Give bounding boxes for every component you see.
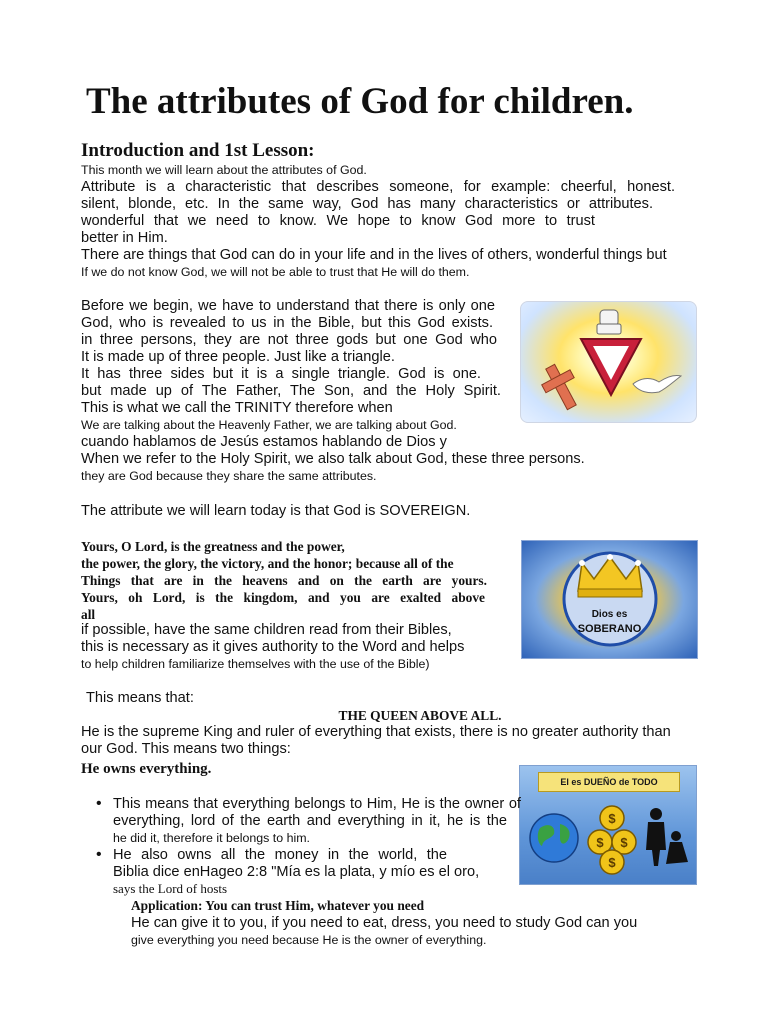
intro-line: There are things that God can do in your life and in the lives of others, wonderful things but	[81, 247, 667, 263]
svg-text:$: $	[608, 811, 616, 826]
trinity-image	[520, 301, 697, 423]
application-line: He can give it to you, if you need to eat, dress, you need to study God can you	[131, 915, 638, 931]
trinity-line: but made up of The Father, The Son, and the Holy Spirit.	[81, 383, 501, 399]
page-title: The attributes of God for children.	[86, 81, 634, 122]
sovereign-caption-line2: SOBERANO	[577, 623, 642, 635]
svg-text:$: $	[596, 835, 604, 850]
dove-icon	[633, 375, 681, 392]
intro-line: better in Him.	[81, 230, 168, 246]
intro-line: This month we will learn about the attributes of God.	[81, 163, 367, 177]
children-silhouette-icon	[646, 808, 688, 866]
verse-line: the power, the glory, the victory, and the honor; because all of the	[81, 556, 454, 571]
trinity-line: When we refer to the Holy Spirit, we also talk about God, these three persons.	[81, 451, 585, 467]
bullet-line: everything, lord of the earth and everything in it, he is the	[113, 813, 507, 829]
bullet-line: This means that everything belongs to Him, He is the owner of	[113, 796, 521, 812]
verse-line: Yours, O Lord, is the greatness and the power,	[81, 539, 345, 554]
owns-heading: He owns everything.	[81, 761, 212, 777]
meaning-line: our God. This means two things:	[81, 741, 291, 757]
trinity-line: It has three sides but it is a single triangle. God is one.	[81, 366, 481, 382]
cross-icon	[536, 359, 586, 415]
verse-note-line: if possible, have the same children read from their Bibles,	[81, 622, 452, 638]
bullet-dot: •	[96, 795, 102, 812]
meaning-intro: This means that:	[86, 690, 194, 706]
bullet-line: He also owns all the money in the world, the	[113, 847, 447, 863]
owner-banner: El es DUEÑO de TODO	[538, 772, 680, 792]
verse-note-line: to help children familiarize themselves with the use of the Bible)	[81, 657, 430, 671]
bullet-line: he did it, therefore it belongs to him.	[113, 831, 310, 845]
application-heading: Application: You can trust Him, whatever you need	[131, 898, 425, 913]
bullet-line: Biblia dice enHageo 2:8 "Mía es la plata, y mío es el oro,	[113, 864, 480, 880]
trinity-line: Before we begin, we have to understand that there is only one	[81, 298, 495, 314]
trinity-line: It is made up of three people. Just like a triangle.	[81, 349, 395, 365]
verse-line: Things that are in the heavens and on the earth are yours.	[81, 573, 487, 588]
coins-icon	[588, 806, 636, 874]
intro-heading: Introduction and 1st Lesson:	[81, 140, 315, 161]
bullet-line: says the Lord of hosts	[113, 881, 228, 896]
attribute-today: The attribute we will learn today is that God is SOVEREIGN.	[81, 503, 471, 519]
verse-note-line: this is necessary as it gives authority to the Word and helps	[81, 639, 465, 655]
intro-line: Attribute is a characteristic that describes someone, for example: cheerful, honest.	[81, 179, 675, 195]
trinity-line: We are talking about the Heavenly Father, we are talking about God.	[81, 418, 457, 432]
throne-icon	[597, 310, 621, 334]
trinity-line: cuando hablamos de Jesús estamos hablando de Dios y	[81, 434, 447, 450]
svg-text:$: $	[620, 835, 628, 850]
sovereign-image	[521, 540, 698, 659]
trinity-line: God, who is revealed to us in the Bible, but this God exists.	[81, 315, 493, 331]
sovereign-caption-line1: Dios es	[591, 609, 628, 620]
trinity-line: in three persons, they are not three gods but one God who	[81, 332, 497, 348]
intro-line: If we do not know God, we will not be able to trust that He will do them.	[81, 265, 470, 279]
triangle-icon	[581, 339, 641, 395]
verse-line: Yours, oh Lord, is the kingdom, and you are exalted above	[81, 590, 485, 605]
application-line: give everything you need because He is the owner of everything.	[131, 933, 487, 947]
trinity-line: they are God because they share the same attributes.	[81, 469, 377, 483]
intro-line: silent, blonde, etc. In the same way, God has many characteristics or attributes.	[81, 196, 653, 212]
verse-line: all	[81, 607, 96, 622]
intro-line: wonderful that we need to know. We hope to know God more to trust	[81, 213, 595, 229]
center-heading: THE QUEEN ABOVE ALL.	[338, 708, 502, 723]
trinity-line: This is what we call the TRINITY therefore when	[81, 400, 393, 416]
owner-image	[519, 765, 697, 885]
meaning-line: He is the supreme King and ruler of everything that exists, there is no greater authority than	[81, 724, 671, 740]
bullet-dot: •	[96, 846, 102, 863]
svg-text:$: $	[608, 855, 616, 870]
globe-icon	[530, 814, 578, 862]
